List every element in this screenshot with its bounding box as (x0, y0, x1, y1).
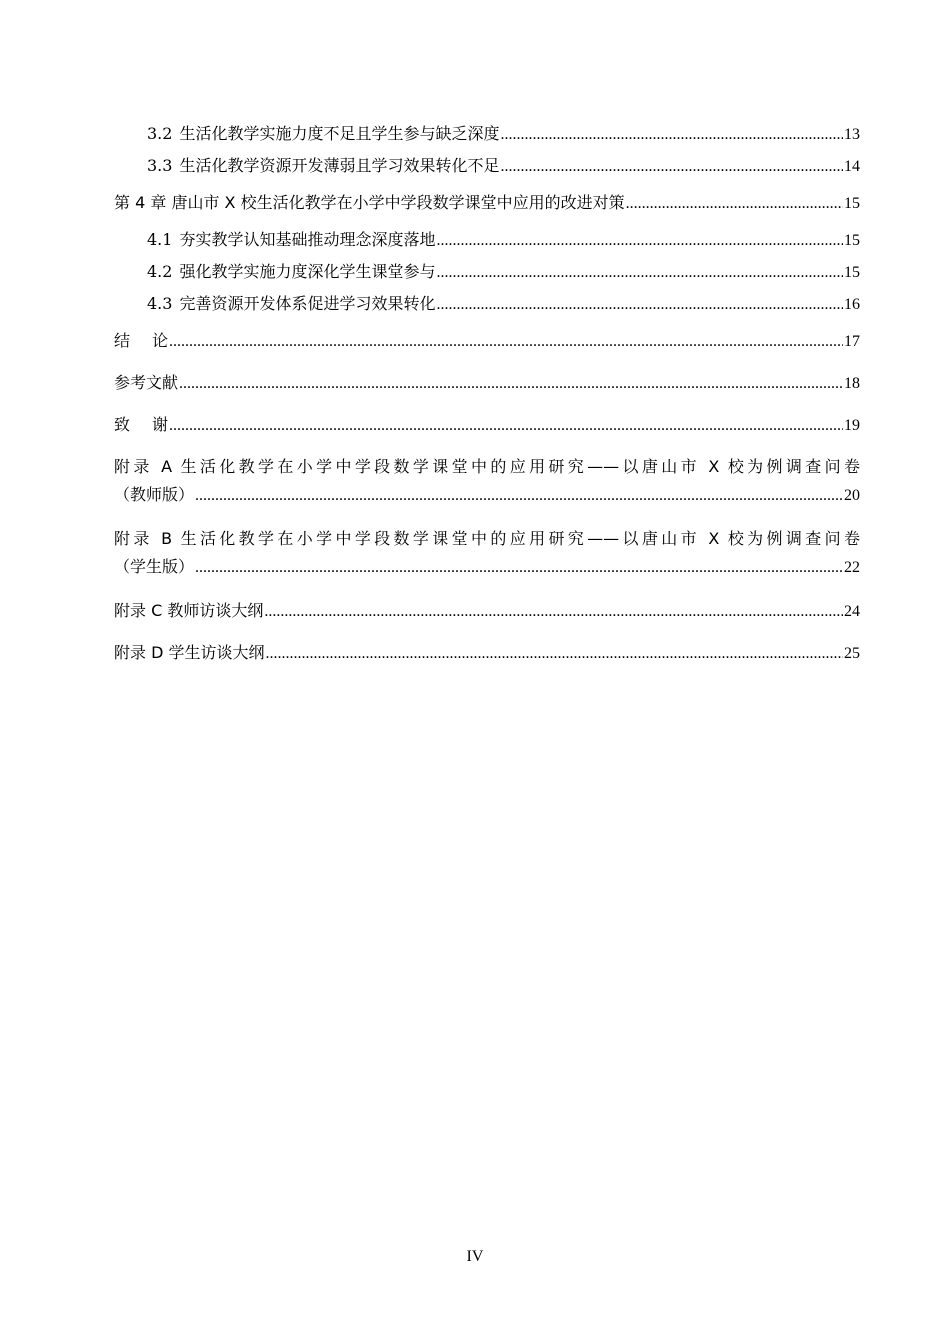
toc-entry-4-1[interactable] (114, 224, 860, 256)
section-number: 4.2 (147, 262, 173, 281)
section-title: 生活化教学资源开发薄弱且学习效果转化不足 (179, 156, 500, 175)
dot-leader (626, 183, 843, 225)
page-number: 14 (844, 158, 860, 175)
chapter-title: 第 4 章 唐山市 X 校生活化教学在小学中学段数学课堂中应用的改进对策 (114, 193, 625, 212)
toc-entry-appendix-a[interactable] (114, 446, 860, 518)
page-number: 15 (844, 232, 860, 249)
page-number: 15 (844, 264, 860, 281)
toc-entry-appendix-d[interactable] (114, 632, 860, 674)
dot-leader (266, 633, 844, 675)
title-char-1: 致 (114, 415, 131, 434)
chapter-title (114, 404, 168, 446)
dot-leader (169, 405, 843, 447)
appendix-subtitle: （学生版） (114, 557, 195, 576)
page-number: 20 (844, 487, 860, 504)
section-number: 3.2 (147, 124, 173, 143)
dot-leader (195, 479, 843, 513)
toc-entry-4-2[interactable] (114, 256, 860, 288)
chapter-title: 参考文献 (114, 373, 179, 392)
appendix-title-line-1: 附录 A 生活化教学在小学中学段数学课堂中的应用研究——以唐山市 X 校为例调查问卷 (114, 457, 860, 476)
section-number: 4.3 (147, 294, 173, 313)
toc-entry-appendix-c[interactable] (114, 590, 860, 632)
page-number: 19 (844, 417, 860, 434)
page-number: 17 (844, 333, 860, 350)
title-char-2: 谢 (152, 415, 169, 434)
toc-entry-chapter-4[interactable] (114, 182, 860, 224)
appendix-subtitle: （教师版） (114, 485, 195, 504)
toc-entry-appendix-b[interactable] (114, 518, 860, 590)
page-number: 13 (844, 126, 860, 143)
appendix-title-line-2 (114, 478, 860, 518)
section-title: 生活化教学实施力度不足且学生参与缺乏深度 (179, 124, 500, 143)
dot-leader (500, 151, 843, 183)
section-title: 夯实教学认知基础推动理念深度落地 (179, 230, 436, 249)
toc-entry-3-2[interactable] (114, 118, 860, 150)
page-number: 18 (844, 375, 860, 392)
appendix-title-line-2 (114, 550, 860, 590)
chapter-title: 附录 C 教师访谈大纲 (114, 601, 264, 620)
appendix-title-line-1: 附录 B 生活化教学在小学中学段数学课堂中的应用研究——以唐山市 X 校为例调查问卷 (114, 529, 860, 548)
section-title: 强化教学实施力度深化学生课堂参与 (179, 262, 436, 281)
section-title: 完善资源开发体系促进学习效果转化 (179, 294, 436, 313)
dot-leader (179, 363, 843, 405)
page-number: 22 (844, 559, 860, 576)
page-number: 16 (844, 296, 860, 313)
chapter-title (114, 320, 168, 362)
page-footer-number: IV (466, 1248, 484, 1265)
section-number: 4.1 (147, 230, 173, 249)
title-char-2: 论 (152, 331, 169, 350)
toc-entry-acknowledgements[interactable] (114, 404, 860, 446)
toc-entry-conclusion[interactable] (114, 320, 860, 362)
page-number: 25 (844, 645, 860, 662)
dot-leader (436, 257, 843, 289)
dot-leader (169, 321, 843, 363)
toc-entry-references[interactable] (114, 362, 860, 404)
dot-leader (436, 225, 843, 257)
page-number: 24 (844, 603, 860, 620)
page-number: 15 (844, 195, 860, 212)
title-char-1: 结 (114, 331, 131, 350)
toc-entry-4-3[interactable] (114, 288, 860, 320)
section-number: 3.3 (147, 156, 173, 175)
dot-leader (500, 119, 843, 151)
dot-leader (264, 591, 843, 633)
table-of-contents (114, 118, 860, 674)
dot-leader (195, 551, 843, 585)
chapter-title: 附录 D 学生访谈大纲 (114, 643, 265, 662)
toc-entry-3-3[interactable] (114, 150, 860, 182)
dot-leader (436, 289, 843, 321)
